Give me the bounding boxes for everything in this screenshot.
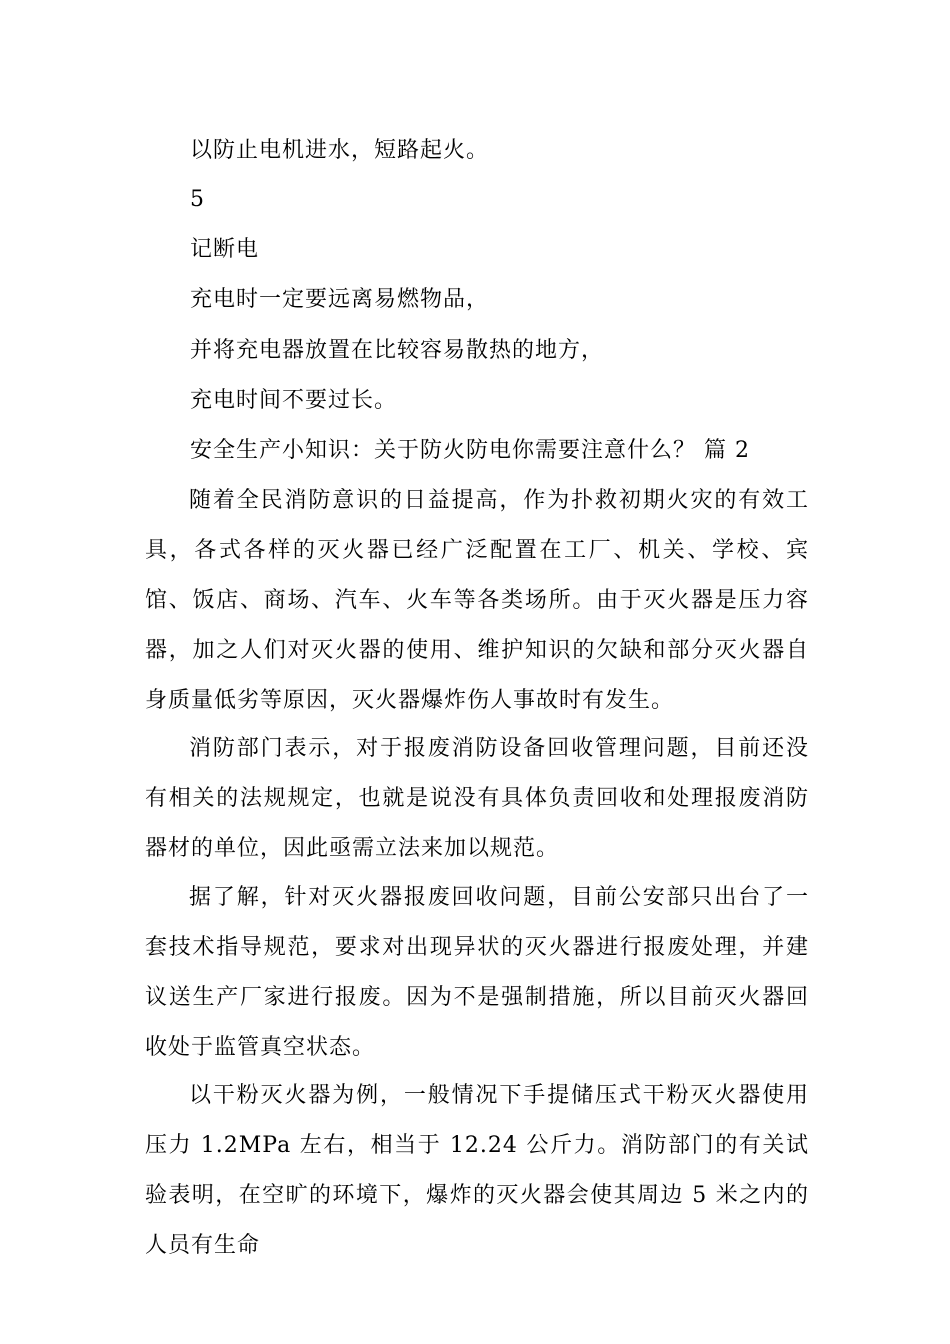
article-title: 安全生产小知识：关于防火防电你需要注意什么？ 篇 2 [190,438,750,463]
text-line: 充电时一定要远离易燃物品， [190,287,490,312]
section-number: 5 [190,187,205,212]
text-line: 并将充电器放置在比较容易散热的地方， [190,338,605,363]
body-paragraph: 消防部门表示，对于报废消防设备回收管理问题，目前还没有相关的法规规定，也就是说没有具体负责回收和处理报废消防器材的单位，因此亟需立法来加以规范。 [145,736,809,861]
text-line: 以防止电机进水，短路起火。 [190,138,490,163]
body-paragraph: 据了解，针对灭火器报废回收问题，目前公安部只出台了一套技术指导规范，要求对出现异状的灭火器进行报废处理，并建议送生产厂家进行报废。因为不是强制措施，所以目前灭火器回收处于监管真空状态。 [145,885,809,1060]
text-line: 充电时间不要过长。 [190,388,398,413]
body-paragraph: 随着全民消防意识的日益提高，作为扑救初期火灾的有效工具，各式各样的灭火器已经广泛配置在工厂、机关、学校、宾馆、饭店、商场、汽车、火车等各类场所。由于灭火器是压力容器，加之人们对灭火器的使用、维护知识的欠缺和部分灭火器自身质量低劣等原因，灭火器爆炸伤人事故时有发生。 [145,488,809,713]
body-paragraph: 以干粉灭火器为例，一般情况下手提储压式干粉灭火器使用压力 1.2MPa 左右，相当于 12.24 公斤力。消防部门的有关试验表明，在空旷的环境下，爆炸的灭火器会使其周边 5 米之内的人员有生命 [145,1083,809,1258]
section-heading: 记断电 [190,237,260,262]
